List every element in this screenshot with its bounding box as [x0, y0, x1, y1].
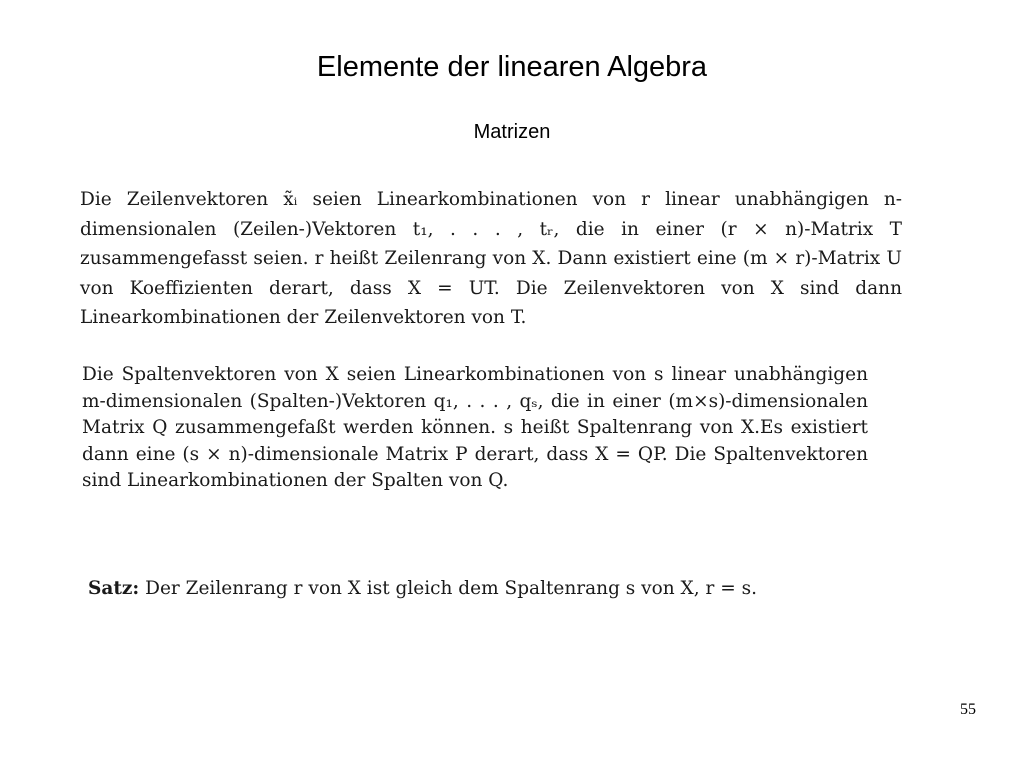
- paragraph-row-rank: Die Zeilenvektoren x̃ᵢ seien Linearkombinationen von r linear unabhängigen n-dimensionalen (Zeilen-)Vektoren t₁, . . . , tᵣ, die in einer (r × n)-Matrix T zusammengefasst seien. r heißt Zeilenrang von X. Dann existiert eine (m × r)-Matrix U von Koeffizienten derart, dass X = UT. Die Zeilenvektoren von X sind dann Linearkombinationen der Zeilenvektoren von T.: [80, 189, 902, 328]
- slide-subtitle: Matrizen: [473, 121, 551, 143]
- page-number: 55: [960, 701, 976, 718]
- theorem: [88, 574, 888, 604]
- theorem-text: Der Zeilenrang r von X ist gleich dem Spaltenrang s von X, r = s.: [145, 578, 757, 599]
- theorem-label: Satz:: [88, 578, 140, 599]
- slide-title: Elemente der linearen Algebra: [316, 51, 708, 83]
- paragraph-column-rank: Die Spaltenvektoren von X seien Linearkombinationen von s linear unabhängigen m-dimensionalen (Spalten-)Vektoren q₁, . . . , qₛ, die in einer (m×s)-dimensionalen Matrix Q zusammengefaßt werden können. s heißt Spaltenrang von X.Es existiert dann eine (s × n)-dimensionale Matrix P derart, dass X = QP. Die Spaltenvektoren sind Linearkombinationen der Spalten von Q.: [82, 364, 868, 491]
